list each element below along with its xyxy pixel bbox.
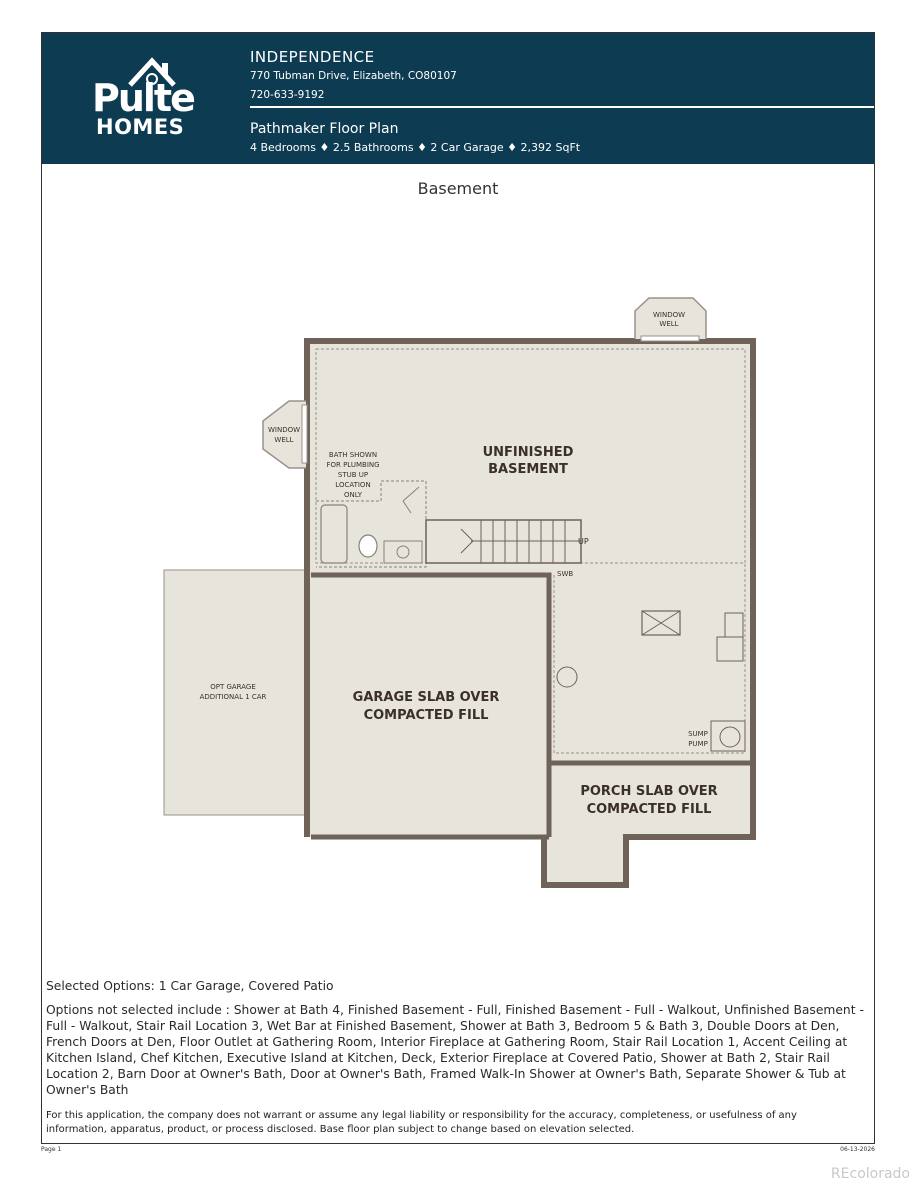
selected-options: Selected Options: 1 Car Garage, Covered Patio: [46, 979, 334, 993]
community-name: INDEPENDENCE: [250, 48, 375, 66]
window-well-left-label-2: WELL: [274, 436, 294, 444]
opt-garage-label-1: OPT GARAGE: [210, 683, 256, 691]
window-well-left: [263, 401, 306, 468]
page-number: Page 1: [41, 1146, 62, 1153]
disclaimer: For this application, the company does not warrant or assume any legal liability or responsibility for the accuracy, completeness, or usefulness of any information, apparatus, product, or process disclosed. Base floor plan subject to change based on elevation selected.: [46, 1110, 797, 1135]
window-left: [302, 405, 307, 463]
window-top: [641, 336, 699, 341]
floor-plan-sheet: [41, 32, 875, 1144]
swb-label: SWB: [557, 570, 574, 578]
logo-word-homes: HOMES: [96, 115, 185, 139]
porch-slab-label-2: COMPACTED FILL: [586, 802, 712, 817]
section-title: Basement: [417, 179, 499, 198]
sump-label-2: PUMP: [688, 740, 708, 748]
community-address: 770 Tubman Drive, Elizabeth, CO80107: [250, 70, 457, 82]
recolorado-credit: REcolorado: [830, 1166, 910, 1182]
bath-note-2: FOR PLUMBING: [326, 461, 380, 469]
logo-word-pulte: Pulte: [92, 76, 194, 120]
basement-floor-plan: [42, 33, 874, 933]
bath-note-3: STUB UP: [337, 471, 369, 479]
sump-label-1: SUMP: [688, 730, 708, 738]
community-phone: 720-633-9192: [250, 89, 325, 101]
plan-specs: 4 Bedrooms ♦ 2.5 Bathrooms ♦ 2 Car Garage ♦ 2,392 SqFt: [250, 141, 581, 154]
window-well-top-label-1: WINDOW: [652, 311, 686, 319]
options-not-selected: Options not selected include : Shower at Bath 4, Finished Basement - Full, Finished Basement - Full - Walkout, Unfinished Basement - Full - Walkout, Stair Rail Location 3, Wet Bar at Finished Basement, Shower at Bath 3, Bedroom 5 & Bath 3, Double Doors at Den, French Doors at Den, Floor Outlet at Gathering Room, Interior Fireplace at Gathering Room, Stair Rail Location 1, Accent Ceiling at Kitchen Island, Chef Kitchen, Executive Island at Kitchen, Deck, Exterior Fireplace at Covered Patio, Shower at Bath 2, Stair Rail Location 2, Barn Door at Owner's Bath, Door at Owner's Bath, Framed Walk-In Shower at Owner's Bath, Separate Shower & Tub at Owner's Bath: [46, 1003, 864, 1097]
print-date: 06-13-2026: [840, 1146, 875, 1153]
garage-slab-label-2: COMPACTED FILL: [363, 708, 489, 723]
bath-note-1: BATH SHOWN: [328, 451, 378, 459]
window-well-top-label-2: WELL: [659, 320, 679, 328]
bath-note-4: LOCATION: [335, 481, 371, 489]
porch-bump: [544, 833, 626, 885]
garage-slab-label-1: GARAGE SLAB OVER: [352, 690, 500, 705]
porch-slab-label-1: PORCH SLAB OVER: [580, 784, 718, 799]
unfinished-basement-label-2: BASEMENT: [488, 462, 568, 477]
opt-garage-label-2: ADDITIONAL 1 CAR: [199, 693, 267, 701]
unfinished-basement-label-1: UNFINISHED: [482, 445, 574, 460]
plan-name: Pathmaker Floor Plan: [250, 121, 399, 137]
bath-note-5: ONLY: [344, 491, 362, 499]
window-well-left-label-1: WINDOW: [267, 426, 301, 434]
stair-up-label: UP: [578, 537, 589, 546]
toilet: [359, 535, 377, 557]
